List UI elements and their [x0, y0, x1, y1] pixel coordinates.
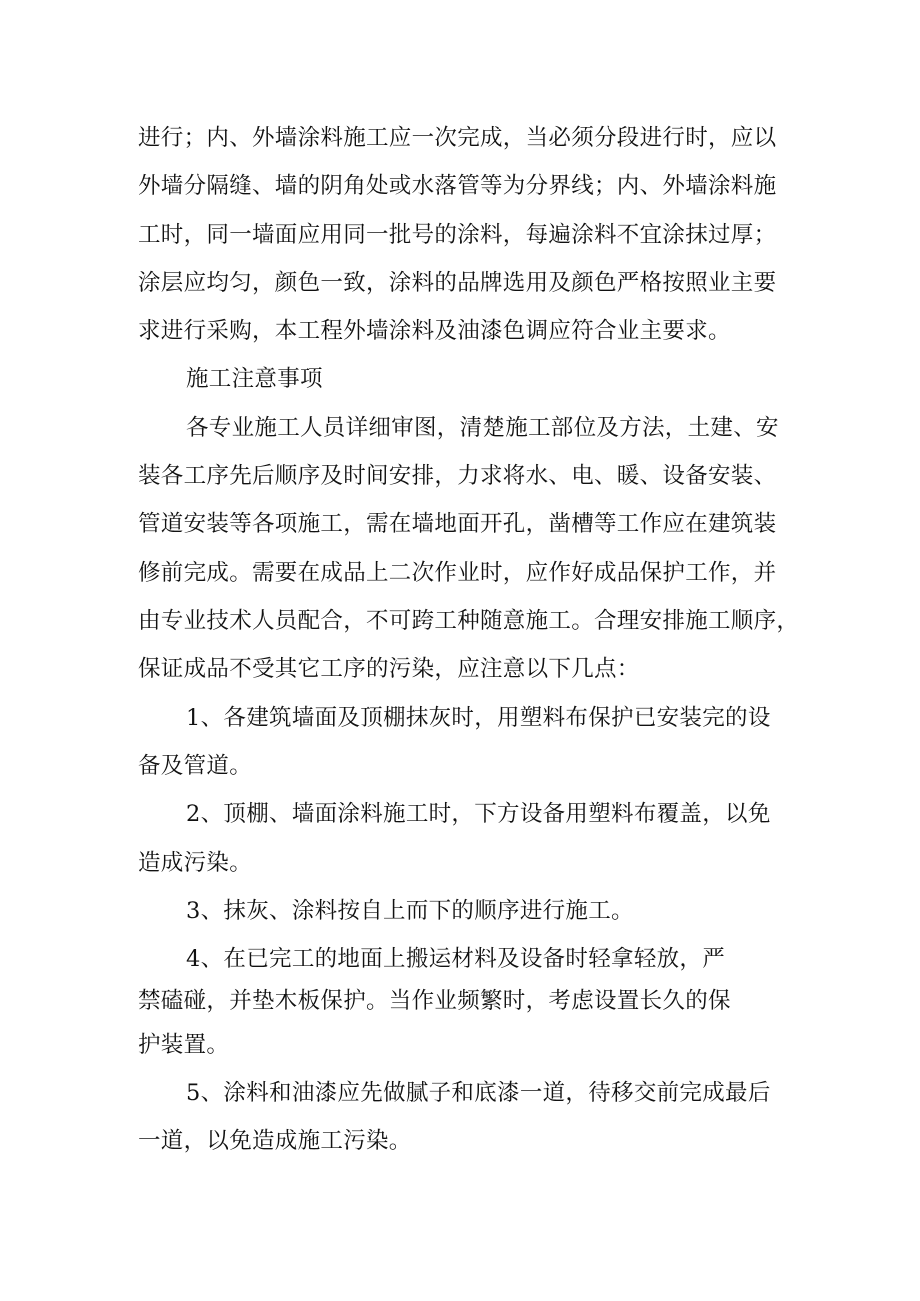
- text-line: 求进行采购，本工程外墙涂料及油漆色调应符合业主要求。: [138, 318, 731, 344]
- text-line: 外墙分隔缝、墙的阴角处或水落管等为分界线；内、外墙涂料施: [138, 173, 777, 199]
- list-item-1-line: 备及管道。: [138, 753, 253, 779]
- text-line: 保证成品不受其它工序的污染，应注意以下几点：: [138, 656, 640, 682]
- text-line: 由专业技术人员配合，不可跨工种随意施工。合理安排施工顺序，: [138, 608, 800, 634]
- list-item-3-line: 3、抹灰、涂料按自上而下的顺序进行施工。: [186, 898, 634, 924]
- list-item-1-line: 1、各建筑墙面及顶棚抹灰时，用塑料布保护已安装完的设: [186, 705, 771, 731]
- text-line: 装各工序先后顺序及时间安排，力求将水、电、暖、设备安装、: [138, 463, 777, 489]
- text-line: 工时，同一墙面应用同一批号的涂料，每遍涂料不宜涂抹过厚；: [138, 222, 777, 248]
- text-line: 各专业施工人员详细审图，清楚施工部位及方法，土建、安: [186, 415, 779, 441]
- text-line: 管道安装等各项施工，需在墙地面开孔，凿槽等工作应在建筑装: [138, 511, 777, 537]
- list-item-4-line: 禁磕碰，并垫木板保护。当作业频繁时，考虑设置长久的保: [138, 988, 731, 1014]
- list-item-5-line: 5、涂料和油漆应先做腻子和底漆一道，待移交前完成最后: [186, 1080, 771, 1106]
- text-line: 修前完成。需要在成品上二次作业时，应作好成品保护工作，并: [138, 560, 777, 586]
- list-item-4-line: 护装置。: [138, 1032, 230, 1058]
- list-item-5-line: 一道，以免造成施工污染。: [138, 1128, 412, 1154]
- list-item-2-line: 2、顶棚、墙面涂料施工时，下方设备用塑料布覆盖，以免: [186, 801, 771, 827]
- section-heading: 施工注意事项: [186, 366, 323, 392]
- text-line: 进行；内、外墙涂料施工应一次完成，当必须分段进行时，应以: [138, 125, 777, 151]
- text-line: 涂层应均匀，颜色一致，涂料的品牌选用及颜色严格按照业主要: [138, 270, 777, 296]
- list-item-4-line: 4、在已完工的地面上搬运材料及设备时轻拿轻放，严: [186, 946, 726, 972]
- list-item-2-line: 造成污染。: [138, 850, 253, 876]
